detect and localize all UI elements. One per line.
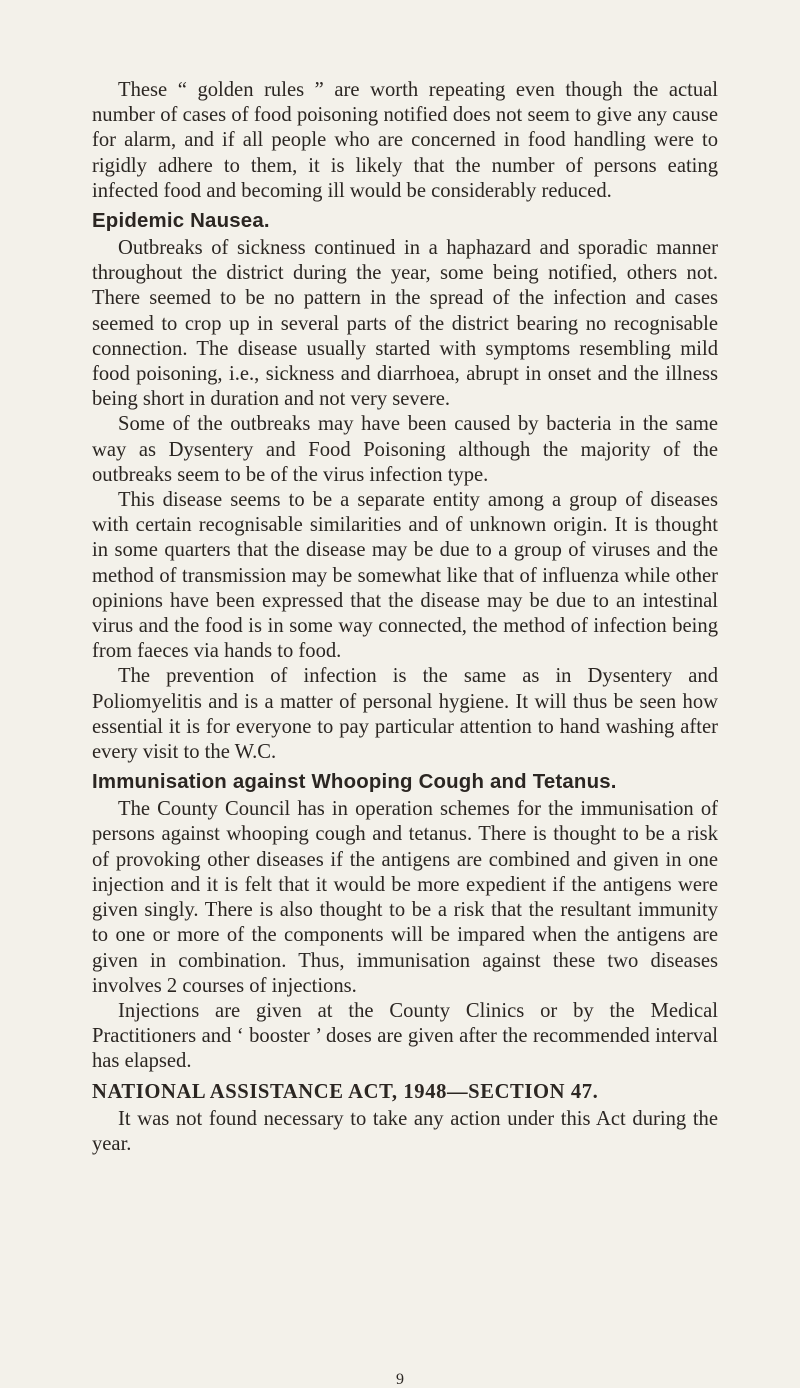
document-page <box>92 78 718 1157</box>
body-paragraph: Injections are given at the County Clinics or by the Medical Practitioners and ‘ booster ’ doses are given after the recommended interval has elapsed. <box>92 999 718 1073</box>
section-heading-immunisation: Immunisation against Whooping Cough and Tetanus. <box>92 771 617 794</box>
body-paragraph: The County Council has in operation schemes for the immunisation of persons against whooping cough and tetanus. There is thought to be a risk of provoking other diseases if the antigens are combined and given in one injection and it is felt that it would be more expedient if the antigens were given singly. There is also thought to be a risk that the resultant immunity to one or more of the components will be impared when the antigens are given in combination. Thus, immunisation against these two diseases involves 2 courses of injections. <box>92 798 718 997</box>
body-paragraph: The prevention of infection is the same as in Dysentery and Poliomyelitis and is a matter of personal hygiene. It will thus be seen how essential it is for everyone to pay particular attention to hand washing after every visit to the W.C. <box>92 665 718 764</box>
body-paragraph: Some of the outbreaks may have been caused by bacteria in the same way as Dysentery and Food Poisoning although the majority of the outbreaks seem to be of the virus infection type. <box>92 413 718 486</box>
body-paragraph: It was not found necessary to take any action under this Act during the year. <box>92 1107 718 1155</box>
intro-paragraph: These “ golden rules ” are worth repeating even though the actual number of cases of food poisoning notified does not seem to give any cause for alarm, and if all people who are concerned in food handling were to rigidly adhere to them, it is likely that the number of persons eating infected food and becoming ill would be considerably reduced. <box>92 79 718 202</box>
section-heading-national-assistance-act: NATIONAL ASSISTANCE ACT, 1948—SECTION 47. <box>92 1080 599 1103</box>
section-heading-epidemic-nausea: Epidemic Nausea. <box>92 210 270 233</box>
body-paragraph: Outbreaks of sickness continued in a haphazard and sporadic manner throughout the district during the year, some being notified, others not. There seemed to be no pattern in the spread of the infection and cases seemed to crop up in several parts of the district bearing no recognisable connection. The disease usually started with symptoms resembling mild food poisoning, i.e., sickness and diarrhoea, abrupt in onset and the illness being short in duration and not very severe. <box>92 237 718 411</box>
page-number: 9 <box>396 1371 404 1388</box>
body-paragraph: This disease seems to be a separate entity among a group of diseases with certain recognisable similarities and of unknown origin. It is thought in some quarters that the disease may be due to a group of viruses and the method of transmission may be somewhat like that of influenza while other opinions have been expressed that the disease may be due to an intestinal virus and the food is in some way connected, the method of infection being from faeces via hands to food. <box>92 489 718 663</box>
